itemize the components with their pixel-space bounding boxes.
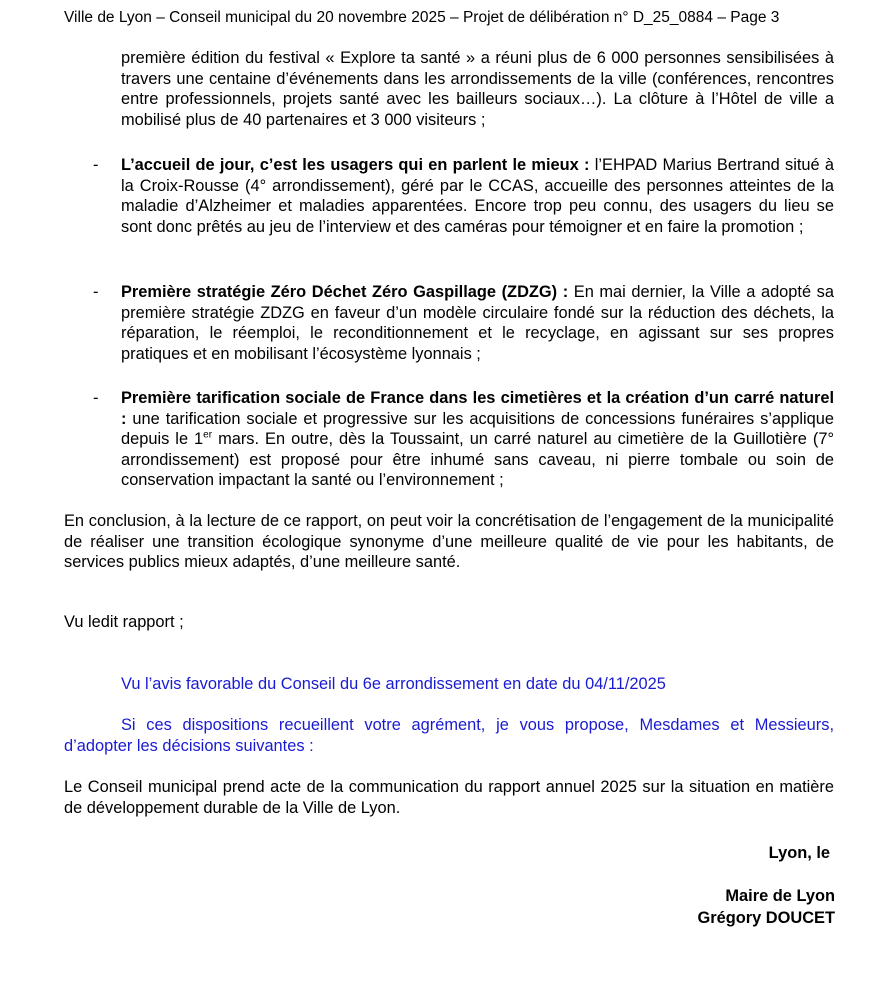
bullet-text: une tarification sociale et progressive sur les acquisitions de concessions funéraires s’applique depuis le 1 [121,409,834,449]
bullet-dash: - [93,156,99,174]
dispositions-paragraph: Si ces dispositions recueillent votre agrément, je vous propose, Mesdames et Messieurs, d’adopter les décisions suivantes : [64,716,834,755]
bullet-heading: Première tarification sociale de France dans les cimetières et la création d’un carré naturel : [121,389,834,428]
bullet-text: l’EHPAD Marius Bertrand situé à la Croix-Rousse (4° arrondissement), géré par le CCAS, accueille des personnes atteintes de la maladie d’Alzheimer et maladies apparentées. Encore trop peu connu, des usagers du lieu se sont donc prêtés au jeu de l’interview et des caméras pour témoigner et en faire la promotion ; [121,156,835,236]
vu-ledit-rapport: Vu ledit rapport ; [64,613,184,631]
signature-title: Maire de Lyon [725,887,835,905]
decision-paragraph: Le Conseil municipal prend acte de la communication du rapport annuel 2025 sur la situation en matière de développement durable de la Ville de Lyon. [64,778,834,817]
signature-place: Lyon, le [768,844,830,862]
ordinal-superscript: er [203,429,213,441]
bullet-heading: Première stratégie Zéro Déchet Zéro Gaspillage (ZDZG) : [121,283,569,301]
bullet-heading: L’accueil de jour, c’est les usagers qui en parlent le mieux : [121,156,590,174]
bullet-content [121,388,834,491]
bullet-text-continued: mars. En outre, dès la Toussaint, un carré naturel au cimetière de la Guillotière (7° arrondissement) est proposé pour être inhumé sans caveau, ni pierre tombale ou soin de conservation impactant la santé ou l’environnement ; [121,430,835,490]
bullet-dash: - [93,389,99,407]
signature-block [697,885,835,929]
bullet-text: En mai dernier, la Ville a adopté sa première stratégie ZDZG en faveur d’un modèle circulaire fondé sur la réduction des déchets, la réparation, le réemploi, le reconditionnement et le recyclage, en agissant sur ses propres pratiques et en mobilisant l’écosystème lyonnais ; [121,283,834,363]
bullet-content [121,282,834,364]
conclusion-paragraph: En conclusion, à la lecture de ce rapport, on peut voir la concrétisation de l’engagement de la municipalité de réaliser une transition écologique synonyme d’une meilleure qualité de vie pour les habitants, de services publics mieux adaptés, d’une meilleure santé. [64,512,834,572]
continuation-paragraph: première édition du festival « Explore ta santé » a réuni plus de 6 000 personnes sensibilisées à travers une centaine d’événements dans les arrondissements de la ville (conférences, rencontres entre professionnels, projets santé avec les bailleurs sociaux…). La clôture à l’Hôtel de ville a mobilisé plus de 40 partenaires et 3 000 visiteurs ; [121,49,834,129]
avis-favorable-line: Vu l’avis favorable du Conseil du 6e arrondissement en date du 04/11/2025 [121,675,666,693]
page-header: Ville de Lyon – Conseil municipal du 20 novembre 2025 – Projet de délibération n° D_25_0884 – Page 3 [64,9,780,26]
bullet-content [121,155,834,237]
signature-name: Grégory DOUCET [697,909,835,927]
bullet-dash: - [93,283,99,301]
